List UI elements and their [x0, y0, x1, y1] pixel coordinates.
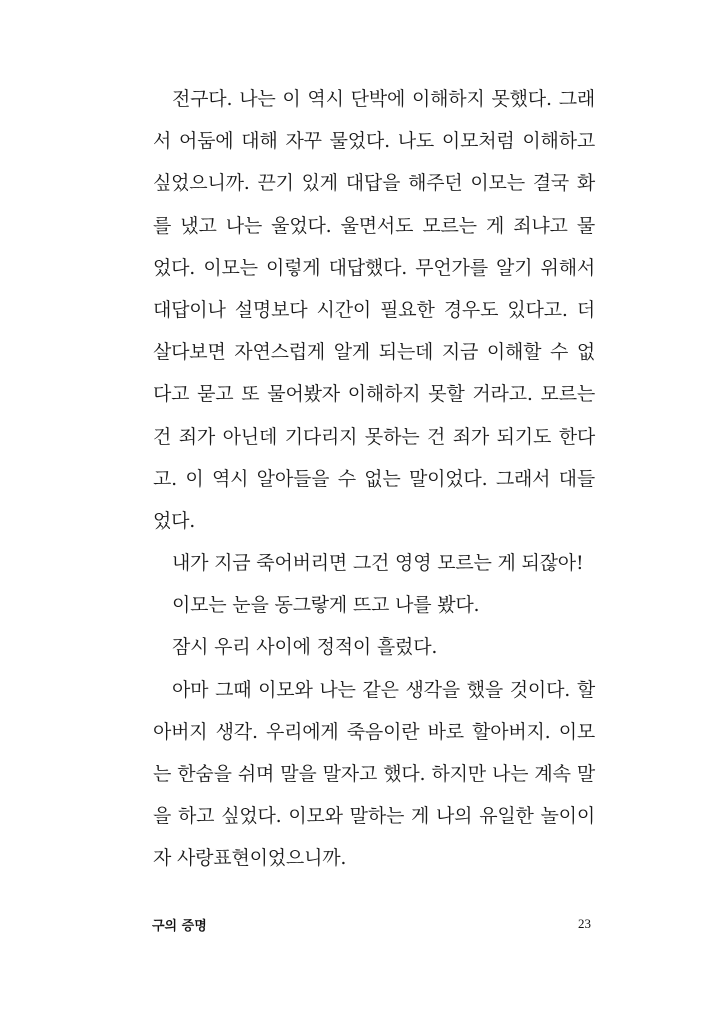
text-line: 잠시 우리 사이에 정적이 흘렀다. — [172, 636, 438, 659]
text-line: 고. 이 역시 알아들을 수 없는 말이었다. 그래서 대들 — [153, 467, 595, 490]
text-line: 다고 묻고 또 물어봤자 이해하지 못할 거라고. 모르는 — [153, 383, 595, 406]
text-line: 아마 그때 이모와 나는 같은 생각을 했을 것이다. 할 — [172, 678, 595, 701]
text-line: 건 죄가 아닌데 기다리지 못하는 건 죄가 되기도 한다 — [153, 425, 595, 448]
text-line: 싶었으니까. 끈기 있게 대답을 해주던 이모는 결국 화 — [153, 172, 595, 195]
running-footer-book-title: 구의 증명 — [152, 919, 207, 934]
text-line: 를 냈고 나는 울었다. 울면서도 모르는 게 죄냐고 물 — [153, 214, 595, 237]
text-line: 대답이나 설명보다 시간이 필요한 경우도 있다고. 더 — [153, 298, 595, 321]
text-line: 전구다. 나는 이 역시 단박에 이해하지 못했다. 그래 — [172, 88, 595, 110]
body-text — [153, 78, 595, 880]
text-line: 었다. — [153, 509, 196, 532]
page-number: 23 — [578, 916, 591, 931]
text-line: 아버지 생각. 우리에게 죽음이란 바로 할아버지. 이모 — [153, 720, 595, 743]
text-line: 을 하고 싶었다. 이모와 말하는 게 나의 유일한 놀이이 — [153, 805, 595, 828]
text-line: 이모는 눈을 동그랗게 뜨고 나를 봤다. — [172, 594, 480, 617]
text-line: 자 사랑표현이었으니까. — [153, 847, 347, 870]
text-line: 었다. 이모는 이렇게 대답했다. 무언가를 알기 위해서 — [153, 256, 595, 279]
text-line: 는 한숨을 쉬며 말을 말자고 했다. 하지만 나는 계속 말 — [153, 763, 595, 785]
text-line: 서 어둠에 대해 자꾸 물었다. 나도 이모처럼 이해하고 — [153, 130, 595, 153]
text-line: 살다보면 자연스럽게 알게 되는데 지금 이해할 수 없 — [153, 341, 595, 364]
text-line: 내가 지금 죽어버리면 그건 영영 모르는 게 되잖아! — [172, 552, 584, 575]
